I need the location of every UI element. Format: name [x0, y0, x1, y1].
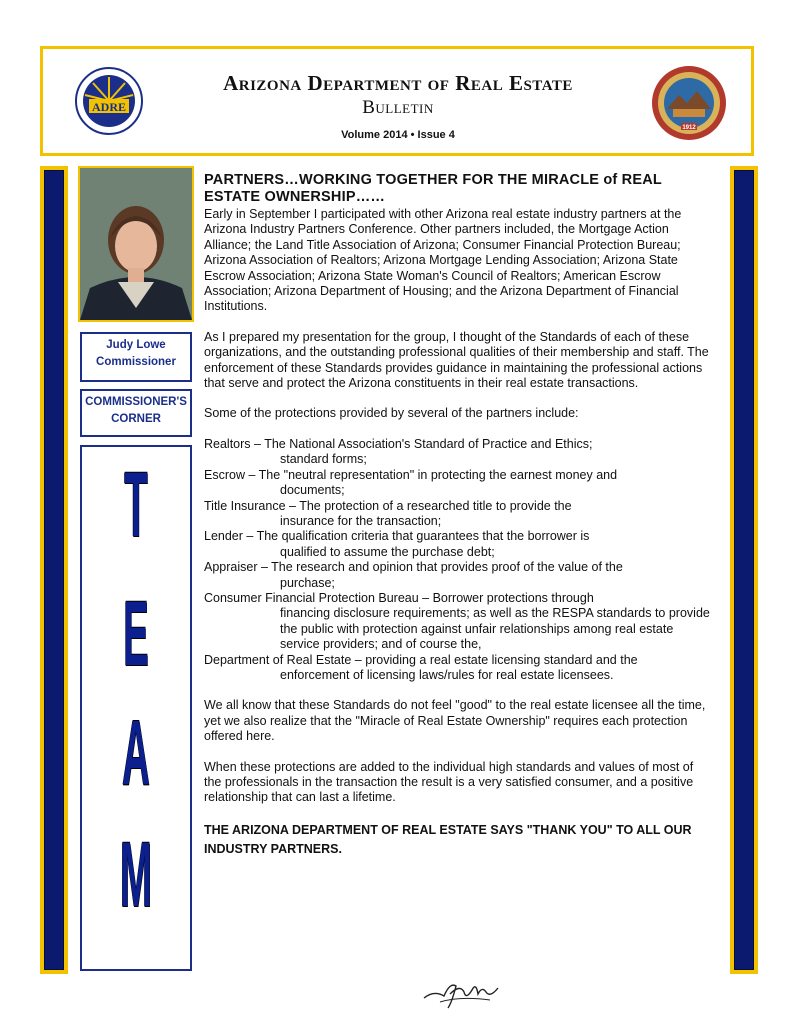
commissioner-photo [78, 166, 194, 322]
protection-item: Title Insurance – The protection of a researched title to provide the insurance for the transaction; [204, 498, 572, 528]
article-paragraph-4: We all know that these Standards do not feel "good" to the real estate licensee all the time, yet we also realize that the "Miracle of Real Estate Ownership" requires each protection offered here. [204, 698, 706, 744]
signature-icon [420, 972, 504, 1012]
article-paragraph-5: When these protections are added to the individual high standards and values of most of the professionals in the transaction the result is a very satisfied consumer, and a positive relationship that can last a lifetime. [204, 759, 694, 805]
corner-label-line2: CORNER [111, 413, 161, 425]
team-letter-a: A [122, 702, 150, 804]
protection-item: Realtors – The National Association's Standard of Practice and Ethics; standard forms; [204, 436, 593, 467]
team-box [80, 445, 192, 971]
protection-item: Escrow – The "neutral representation" in protecting the earnest money and documents; [204, 467, 618, 498]
bulletin-header [40, 46, 754, 156]
protection-item: Appraiser – The research and opinion that provides proof of the value of the purchase; [204, 560, 623, 590]
protection-item: Lender – The qualification criteria that guarantees that the borrower is qualified to assume the purchase debt; [204, 529, 590, 559]
article-closing: THE ARIZONA DEPARTMENT OF REAL ESTATE SAYS "THANK YOU" TO ALL OUR INDUSTRY PARTNERS. [204, 822, 692, 856]
logo-text: ADRE [91, 100, 127, 114]
adre-logo-icon [75, 67, 143, 135]
right-border-bar [730, 166, 758, 974]
commissioner-title: Commissioner [96, 356, 176, 368]
article-headline: PARTNERS…WORKING TOGETHER FOR THE MIRACLE of REAL ESTATE OWNERSHIP…… [204, 172, 662, 205]
left-border-bar [40, 166, 68, 974]
commissioners-corner-box [80, 389, 192, 437]
protection-item: Consumer Financial Protection Bureau – Borrower protections through financing disclosure requirements; as well as the RESPA standards to provide the public with protection against unfair relationships among real estate service providers; and of course the, [204, 590, 710, 652]
article-paragraph-2: As I prepared my presentation for the group, I thought of the Standards of each of these organizations, and the outstanding professional qualities of their membership and staff. The enforcement of these Standards provides guidance in maintaining the professional actions that serve and protect the Arizona constituents in their real estate transactions. [204, 329, 709, 391]
article-body [204, 172, 710, 859]
state-seal-icon [651, 65, 727, 141]
protection-item: Department of Real Estate – providing a real estate licensing standard and the enforcement of licensing laws/rules for real estate licensees. [204, 652, 638, 682]
protections-list [204, 437, 710, 684]
page-title: Arizona Department of Real Estate [223, 71, 573, 95]
team-letter-e: E [123, 583, 149, 685]
article-paragraph-3: Some of the protections provided by several of the partners include: [204, 406, 579, 421]
seal-year: 1912 [682, 125, 696, 131]
volume-issue: Volume 2014 • Issue 4 [341, 129, 455, 141]
article-intro: Early in September I participated with other Arizona real estate industry partners at the Arizona Industry Partners Conference. Other partners included, the Mortgage Action Alliance; the Land Title Association of Arizona; Consumer Financial Protection Bureau; Arizona Association of Realtors; Arizona Mortgage Lending Association; Arizona State Escrow Association; Arizona State Woman's Council of Realtors; American Escrow Association; Arizona Department of Housing; and the Arizona Department of Financial Institutions. [204, 207, 682, 314]
team-letter-t: T [124, 454, 148, 556]
team-letter-m: M [119, 824, 153, 926]
commissioner-name-box [80, 332, 192, 382]
commissioner-name: Judy Lowe [106, 339, 166, 351]
corner-label-line1: COMMISSIONER'S [85, 396, 187, 408]
page-subtitle: Bulletin [362, 97, 434, 118]
